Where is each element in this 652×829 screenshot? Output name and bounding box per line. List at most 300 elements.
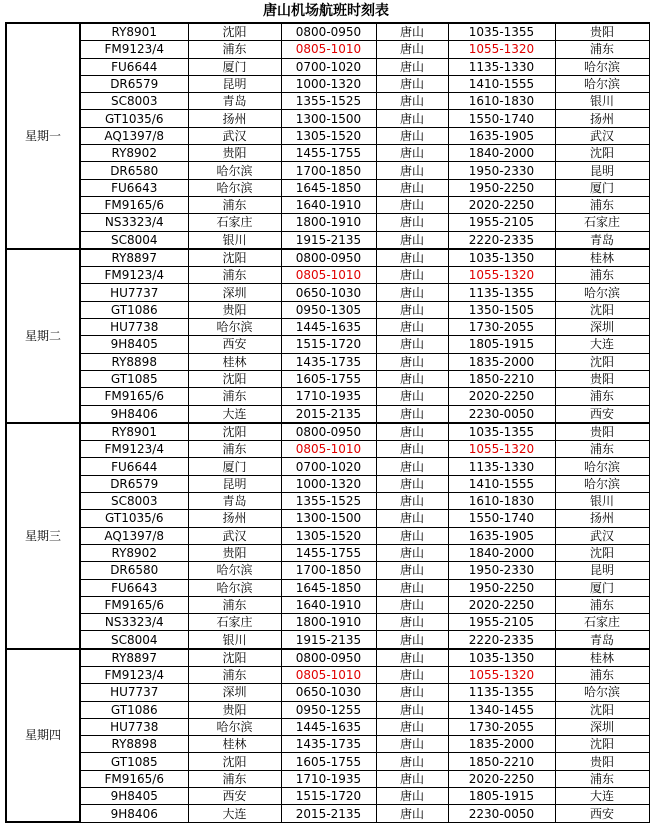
outbound-time-cell: 1805-1915: [448, 788, 555, 805]
inbound-time-cell: 0950-1255: [281, 701, 376, 718]
hub-city-cell: 唐山: [376, 127, 448, 144]
flight-number-cell: GT1035/6: [80, 110, 188, 127]
inbound-time-cell: 1800-1910: [281, 614, 376, 631]
destination-city-cell: 浦东: [555, 41, 649, 58]
destination-city-cell: 哈尔滨: [555, 75, 649, 92]
hub-city-cell: 唐山: [376, 353, 448, 370]
origin-city-cell: 厦门: [188, 458, 281, 475]
origin-city-cell: 哈尔滨: [188, 579, 281, 596]
hub-city-cell: 唐山: [376, 93, 448, 110]
destination-city-cell: 沈阳: [555, 353, 649, 370]
destination-city-cell: 昆明: [555, 162, 649, 179]
inbound-time-cell: 0800-0950: [281, 249, 376, 267]
flight-number-cell: AQ1397/8: [80, 527, 188, 544]
flight-number-cell: FM9123/4: [80, 41, 188, 58]
inbound-time-cell: 1355-1525: [281, 93, 376, 110]
inbound-time-cell: 1000-1320: [281, 475, 376, 492]
table-row: [6, 510, 649, 527]
inbound-time-cell: 0650-1030: [281, 284, 376, 301]
table-row: [6, 41, 649, 58]
hub-city-cell: 唐山: [376, 179, 448, 196]
flight-number-cell: HU7737: [80, 684, 188, 701]
hub-city-cell: 唐山: [376, 284, 448, 301]
origin-city-cell: 青岛: [188, 493, 281, 510]
origin-city-cell: 哈尔滨: [188, 562, 281, 579]
flight-number-cell: DR6579: [80, 475, 188, 492]
flight-number-cell: 9H8405: [80, 336, 188, 353]
destination-city-cell: 贵阳: [555, 753, 649, 770]
inbound-time-cell: 1455-1755: [281, 544, 376, 561]
flight-number-cell: DR6580: [80, 562, 188, 579]
hub-city-cell: 唐山: [376, 631, 448, 649]
hub-city-cell: 唐山: [376, 649, 448, 667]
inbound-time-cell: 1800-1910: [281, 214, 376, 231]
table-row: [6, 353, 649, 370]
destination-city-cell: 青岛: [555, 231, 649, 249]
flight-number-cell: NS3323/4: [80, 214, 188, 231]
origin-city-cell: 扬州: [188, 110, 281, 127]
table-row: [6, 196, 649, 213]
flight-number-cell: HU7738: [80, 319, 188, 336]
origin-city-cell: 浦东: [188, 267, 281, 284]
inbound-time-cell: 1515-1720: [281, 336, 376, 353]
flight-number-cell: DR6579: [80, 75, 188, 92]
outbound-time-cell: 1955-2105: [448, 214, 555, 231]
hub-city-cell: 唐山: [376, 301, 448, 318]
hub-city-cell: 唐山: [376, 596, 448, 613]
origin-city-cell: 银川: [188, 631, 281, 649]
origin-city-cell: 石家庄: [188, 214, 281, 231]
destination-city-cell: 西安: [555, 805, 649, 822]
destination-city-cell: 银川: [555, 493, 649, 510]
table-row: [6, 336, 649, 353]
flight-number-cell: HU7738: [80, 718, 188, 735]
hub-city-cell: 唐山: [376, 23, 448, 41]
outbound-time-cell: 1635-1905: [448, 527, 555, 544]
table-row: [6, 736, 649, 753]
inbound-time-cell: 1455-1755: [281, 145, 376, 162]
outbound-time-cell: 1035-1355: [448, 423, 555, 441]
inbound-time-cell: 1645-1850: [281, 179, 376, 196]
outbound-time-cell: 1550-1740: [448, 110, 555, 127]
outbound-time-cell: 1635-1905: [448, 127, 555, 144]
inbound-time-cell: 0800-0950: [281, 649, 376, 667]
flight-number-cell: FU6644: [80, 58, 188, 75]
origin-city-cell: 浦东: [188, 41, 281, 58]
outbound-time-cell: 1035-1350: [448, 249, 555, 267]
inbound-time-cell: 2015-2135: [281, 805, 376, 822]
destination-city-cell: 浦东: [555, 770, 649, 787]
destination-city-cell: 银川: [555, 93, 649, 110]
flight-number-cell: 9H8406: [80, 405, 188, 423]
outbound-time-cell: 1410-1555: [448, 75, 555, 92]
flight-number-cell: GT1085: [80, 370, 188, 387]
outbound-time-cell: 2020-2250: [448, 388, 555, 405]
outbound-time-cell: 1135-1355: [448, 284, 555, 301]
inbound-time-cell: 1305-1520: [281, 527, 376, 544]
table-row: [6, 231, 649, 249]
hub-city-cell: 唐山: [376, 162, 448, 179]
outbound-time-cell: 1835-2000: [448, 736, 555, 753]
table-row: [6, 127, 649, 144]
inbound-time-cell: 1435-1735: [281, 353, 376, 370]
flight-number-cell: RY8901: [80, 423, 188, 441]
flight-number-cell: 9H8406: [80, 805, 188, 822]
table-row: [6, 145, 649, 162]
inbound-time-cell: 0700-1020: [281, 58, 376, 75]
flight-number-cell: DR6580: [80, 162, 188, 179]
destination-city-cell: 昆明: [555, 562, 649, 579]
table-row: [6, 631, 649, 649]
origin-city-cell: 哈尔滨: [188, 162, 281, 179]
inbound-time-cell: 0800-0950: [281, 23, 376, 41]
hub-city-cell: 唐山: [376, 336, 448, 353]
origin-city-cell: 扬州: [188, 510, 281, 527]
table-row: [6, 596, 649, 613]
origin-city-cell: 桂林: [188, 736, 281, 753]
table-row: [6, 301, 649, 318]
schedule-table: [5, 22, 650, 823]
flight-number-cell: SC8004: [80, 231, 188, 249]
flight-number-cell: GT1086: [80, 701, 188, 718]
destination-city-cell: 大连: [555, 336, 649, 353]
table-row: [6, 788, 649, 805]
origin-city-cell: 浦东: [188, 770, 281, 787]
origin-city-cell: 西安: [188, 788, 281, 805]
origin-city-cell: 沈阳: [188, 249, 281, 267]
hub-city-cell: 唐山: [376, 214, 448, 231]
flight-number-cell: FM9123/4: [80, 441, 188, 458]
flight-number-cell: GT1035/6: [80, 510, 188, 527]
outbound-time-cell: 1035-1350: [448, 649, 555, 667]
table-row: [6, 701, 649, 718]
flight-number-cell: SC8003: [80, 93, 188, 110]
origin-city-cell: 大连: [188, 405, 281, 423]
origin-city-cell: 浦东: [188, 596, 281, 613]
hub-city-cell: 唐山: [376, 370, 448, 387]
inbound-time-cell: 0800-0950: [281, 423, 376, 441]
flight-number-cell: FM9165/6: [80, 596, 188, 613]
hub-city-cell: 唐山: [376, 736, 448, 753]
table-row: [6, 666, 649, 683]
origin-city-cell: 昆明: [188, 75, 281, 92]
flight-number-cell: GT1086: [80, 301, 188, 318]
flight-number-cell: FM9165/6: [80, 388, 188, 405]
hub-city-cell: 唐山: [376, 41, 448, 58]
origin-city-cell: 沈阳: [188, 649, 281, 667]
origin-city-cell: 沈阳: [188, 370, 281, 387]
flight-number-cell: RY8898: [80, 353, 188, 370]
destination-city-cell: 贵阳: [555, 423, 649, 441]
inbound-time-cell: 1000-1320: [281, 75, 376, 92]
destination-city-cell: 沈阳: [555, 701, 649, 718]
hub-city-cell: 唐山: [376, 475, 448, 492]
origin-city-cell: 浦东: [188, 388, 281, 405]
outbound-time-cell: 1135-1355: [448, 684, 555, 701]
table-row: [6, 562, 649, 579]
outbound-time-cell: 1610-1830: [448, 93, 555, 110]
origin-city-cell: 浦东: [188, 666, 281, 683]
flight-number-cell: FU6643: [80, 579, 188, 596]
destination-city-cell: 武汉: [555, 527, 649, 544]
hub-city-cell: 唐山: [376, 75, 448, 92]
table-row: [6, 475, 649, 492]
destination-city-cell: 西安: [555, 405, 649, 423]
hub-city-cell: 唐山: [376, 145, 448, 162]
outbound-time-cell: 1805-1915: [448, 336, 555, 353]
table-row: [6, 267, 649, 284]
hub-city-cell: 唐山: [376, 701, 448, 718]
weekday-label: 星期四: [6, 649, 80, 822]
destination-city-cell: 石家庄: [555, 214, 649, 231]
origin-city-cell: 贵阳: [188, 544, 281, 561]
table-row: [6, 93, 649, 110]
destination-city-cell: 贵阳: [555, 370, 649, 387]
flight-number-cell: FM9123/4: [80, 267, 188, 284]
origin-city-cell: 青岛: [188, 93, 281, 110]
inbound-time-cell: 1915-2135: [281, 631, 376, 649]
hub-city-cell: 唐山: [376, 770, 448, 787]
origin-city-cell: 武汉: [188, 527, 281, 544]
table-row: [6, 441, 649, 458]
outbound-time-cell: 1950-2250: [448, 179, 555, 196]
flight-number-cell: RY8898: [80, 736, 188, 753]
destination-city-cell: 桂林: [555, 649, 649, 667]
destination-city-cell: 哈尔滨: [555, 284, 649, 301]
hub-city-cell: 唐山: [376, 753, 448, 770]
hub-city-cell: 唐山: [376, 527, 448, 544]
outbound-time-cell: 1135-1330: [448, 458, 555, 475]
origin-city-cell: 贵阳: [188, 145, 281, 162]
origin-city-cell: 深圳: [188, 684, 281, 701]
flight-number-cell: SC8003: [80, 493, 188, 510]
destination-city-cell: 厦门: [555, 179, 649, 196]
inbound-time-cell: 0805-1010: [281, 666, 376, 683]
flight-number-cell: GT1085: [80, 753, 188, 770]
hub-city-cell: 唐山: [376, 579, 448, 596]
hub-city-cell: 唐山: [376, 319, 448, 336]
destination-city-cell: 青岛: [555, 631, 649, 649]
hub-city-cell: 唐山: [376, 562, 448, 579]
table-row: [6, 684, 649, 701]
outbound-time-cell: 1950-2250: [448, 579, 555, 596]
outbound-time-cell: 1550-1740: [448, 510, 555, 527]
hub-city-cell: 唐山: [376, 231, 448, 249]
outbound-time-cell: 1850-2210: [448, 370, 555, 387]
destination-city-cell: 武汉: [555, 127, 649, 144]
outbound-time-cell: 1340-1455: [448, 701, 555, 718]
destination-city-cell: 浦东: [555, 666, 649, 683]
table-row: [6, 579, 649, 596]
weekday-label: 星期二: [6, 249, 80, 423]
inbound-time-cell: 0650-1030: [281, 684, 376, 701]
flight-number-cell: FM9165/6: [80, 770, 188, 787]
outbound-time-cell: 1135-1330: [448, 58, 555, 75]
origin-city-cell: 沈阳: [188, 753, 281, 770]
inbound-time-cell: 1515-1720: [281, 788, 376, 805]
destination-city-cell: 浦东: [555, 267, 649, 284]
inbound-time-cell: 0805-1010: [281, 441, 376, 458]
outbound-time-cell: 2220-2335: [448, 231, 555, 249]
outbound-time-cell: 1055-1320: [448, 267, 555, 284]
destination-city-cell: 浦东: [555, 596, 649, 613]
outbound-time-cell: 1950-2330: [448, 562, 555, 579]
origin-city-cell: 沈阳: [188, 423, 281, 441]
inbound-time-cell: 1605-1755: [281, 753, 376, 770]
outbound-time-cell: 2230-0050: [448, 805, 555, 822]
hub-city-cell: 唐山: [376, 249, 448, 267]
table-row: [6, 162, 649, 179]
inbound-time-cell: 1710-1935: [281, 388, 376, 405]
flight-number-cell: AQ1397/8: [80, 127, 188, 144]
inbound-time-cell: 1445-1635: [281, 718, 376, 735]
flight-number-cell: FM9165/6: [80, 196, 188, 213]
flight-number-cell: FU6643: [80, 179, 188, 196]
schedule-body: [6, 23, 649, 822]
destination-city-cell: 石家庄: [555, 614, 649, 631]
table-row: [6, 388, 649, 405]
origin-city-cell: 浦东: [188, 441, 281, 458]
flight-number-cell: RY8897: [80, 649, 188, 667]
destination-city-cell: 深圳: [555, 319, 649, 336]
table-row: [6, 527, 649, 544]
inbound-time-cell: 1435-1735: [281, 736, 376, 753]
outbound-time-cell: 1035-1355: [448, 23, 555, 41]
flight-number-cell: RY8901: [80, 23, 188, 41]
inbound-time-cell: 0700-1020: [281, 458, 376, 475]
outbound-time-cell: 1835-2000: [448, 353, 555, 370]
table-row: [6, 110, 649, 127]
table-row: [6, 614, 649, 631]
outbound-time-cell: 1850-2210: [448, 753, 555, 770]
inbound-time-cell: 1605-1755: [281, 370, 376, 387]
flight-number-cell: SC8004: [80, 631, 188, 649]
inbound-time-cell: 1300-1500: [281, 110, 376, 127]
table-row: [6, 284, 649, 301]
inbound-time-cell: 0805-1010: [281, 41, 376, 58]
flight-number-cell: FM9123/4: [80, 666, 188, 683]
destination-city-cell: 贵阳: [555, 23, 649, 41]
outbound-time-cell: 2020-2250: [448, 596, 555, 613]
flight-number-cell: FU6644: [80, 458, 188, 475]
destination-city-cell: 扬州: [555, 110, 649, 127]
inbound-time-cell: 1300-1500: [281, 510, 376, 527]
table-row: [6, 458, 649, 475]
destination-city-cell: 沈阳: [555, 301, 649, 318]
flight-number-cell: RY8902: [80, 544, 188, 561]
outbound-time-cell: 1950-2330: [448, 162, 555, 179]
hub-city-cell: 唐山: [376, 614, 448, 631]
destination-city-cell: 大连: [555, 788, 649, 805]
origin-city-cell: 沈阳: [188, 23, 281, 41]
hub-city-cell: 唐山: [376, 544, 448, 561]
outbound-time-cell: 1730-2055: [448, 319, 555, 336]
destination-city-cell: 桂林: [555, 249, 649, 267]
outbound-time-cell: 1350-1505: [448, 301, 555, 318]
inbound-time-cell: 0950-1305: [281, 301, 376, 318]
table-row: [6, 493, 649, 510]
outbound-time-cell: 1840-2000: [448, 145, 555, 162]
hub-city-cell: 唐山: [376, 684, 448, 701]
destination-city-cell: 哈尔滨: [555, 58, 649, 75]
destination-city-cell: 哈尔滨: [555, 684, 649, 701]
hub-city-cell: 唐山: [376, 441, 448, 458]
inbound-time-cell: 2015-2135: [281, 405, 376, 423]
origin-city-cell: 大连: [188, 805, 281, 822]
outbound-time-cell: 1730-2055: [448, 718, 555, 735]
hub-city-cell: 唐山: [376, 458, 448, 475]
inbound-time-cell: 1700-1850: [281, 562, 376, 579]
hub-city-cell: 唐山: [376, 493, 448, 510]
table-row: [6, 58, 649, 75]
weekday-label: 星期一: [6, 23, 80, 249]
outbound-time-cell: 2220-2335: [448, 631, 555, 649]
table-row: [6, 649, 649, 667]
inbound-time-cell: 1355-1525: [281, 493, 376, 510]
hub-city-cell: 唐山: [376, 788, 448, 805]
destination-city-cell: 沈阳: [555, 736, 649, 753]
hub-city-cell: 唐山: [376, 510, 448, 527]
hub-city-cell: 唐山: [376, 267, 448, 284]
hub-city-cell: 唐山: [376, 110, 448, 127]
hub-city-cell: 唐山: [376, 58, 448, 75]
flight-number-cell: RY8897: [80, 249, 188, 267]
table-row: [6, 544, 649, 561]
destination-city-cell: 浦东: [555, 441, 649, 458]
origin-city-cell: 银川: [188, 231, 281, 249]
origin-city-cell: 贵阳: [188, 701, 281, 718]
origin-city-cell: 武汉: [188, 127, 281, 144]
flight-number-cell: RY8902: [80, 145, 188, 162]
outbound-time-cell: 2020-2250: [448, 770, 555, 787]
inbound-time-cell: 1640-1910: [281, 196, 376, 213]
table-row: [6, 805, 649, 822]
table-row: [6, 179, 649, 196]
table-row: [6, 423, 649, 441]
origin-city-cell: 昆明: [188, 475, 281, 492]
outbound-time-cell: 1840-2000: [448, 544, 555, 561]
destination-city-cell: 浦东: [555, 388, 649, 405]
origin-city-cell: 哈尔滨: [188, 179, 281, 196]
origin-city-cell: 桂林: [188, 353, 281, 370]
outbound-time-cell: 1055-1320: [448, 666, 555, 683]
destination-city-cell: 厦门: [555, 579, 649, 596]
table-row: [6, 718, 649, 735]
origin-city-cell: 深圳: [188, 284, 281, 301]
table-row: [6, 249, 649, 267]
inbound-time-cell: 1645-1850: [281, 579, 376, 596]
outbound-time-cell: 1055-1320: [448, 441, 555, 458]
outbound-time-cell: 1610-1830: [448, 493, 555, 510]
table-row: [6, 75, 649, 92]
weekday-label: 星期三: [6, 423, 80, 649]
table-row: [6, 753, 649, 770]
inbound-time-cell: 0805-1010: [281, 267, 376, 284]
page-title: 唐山机场航班时刻表: [263, 3, 389, 19]
hub-city-cell: 唐山: [376, 405, 448, 423]
inbound-time-cell: 1305-1520: [281, 127, 376, 144]
hub-city-cell: 唐山: [376, 196, 448, 213]
destination-city-cell: 深圳: [555, 718, 649, 735]
destination-city-cell: 沈阳: [555, 544, 649, 561]
inbound-time-cell: 1445-1635: [281, 319, 376, 336]
outbound-time-cell: 2020-2250: [448, 196, 555, 213]
destination-city-cell: 扬州: [555, 510, 649, 527]
origin-city-cell: 厦门: [188, 58, 281, 75]
destination-city-cell: 浦东: [555, 196, 649, 213]
origin-city-cell: 哈尔滨: [188, 319, 281, 336]
origin-city-cell: 石家庄: [188, 614, 281, 631]
